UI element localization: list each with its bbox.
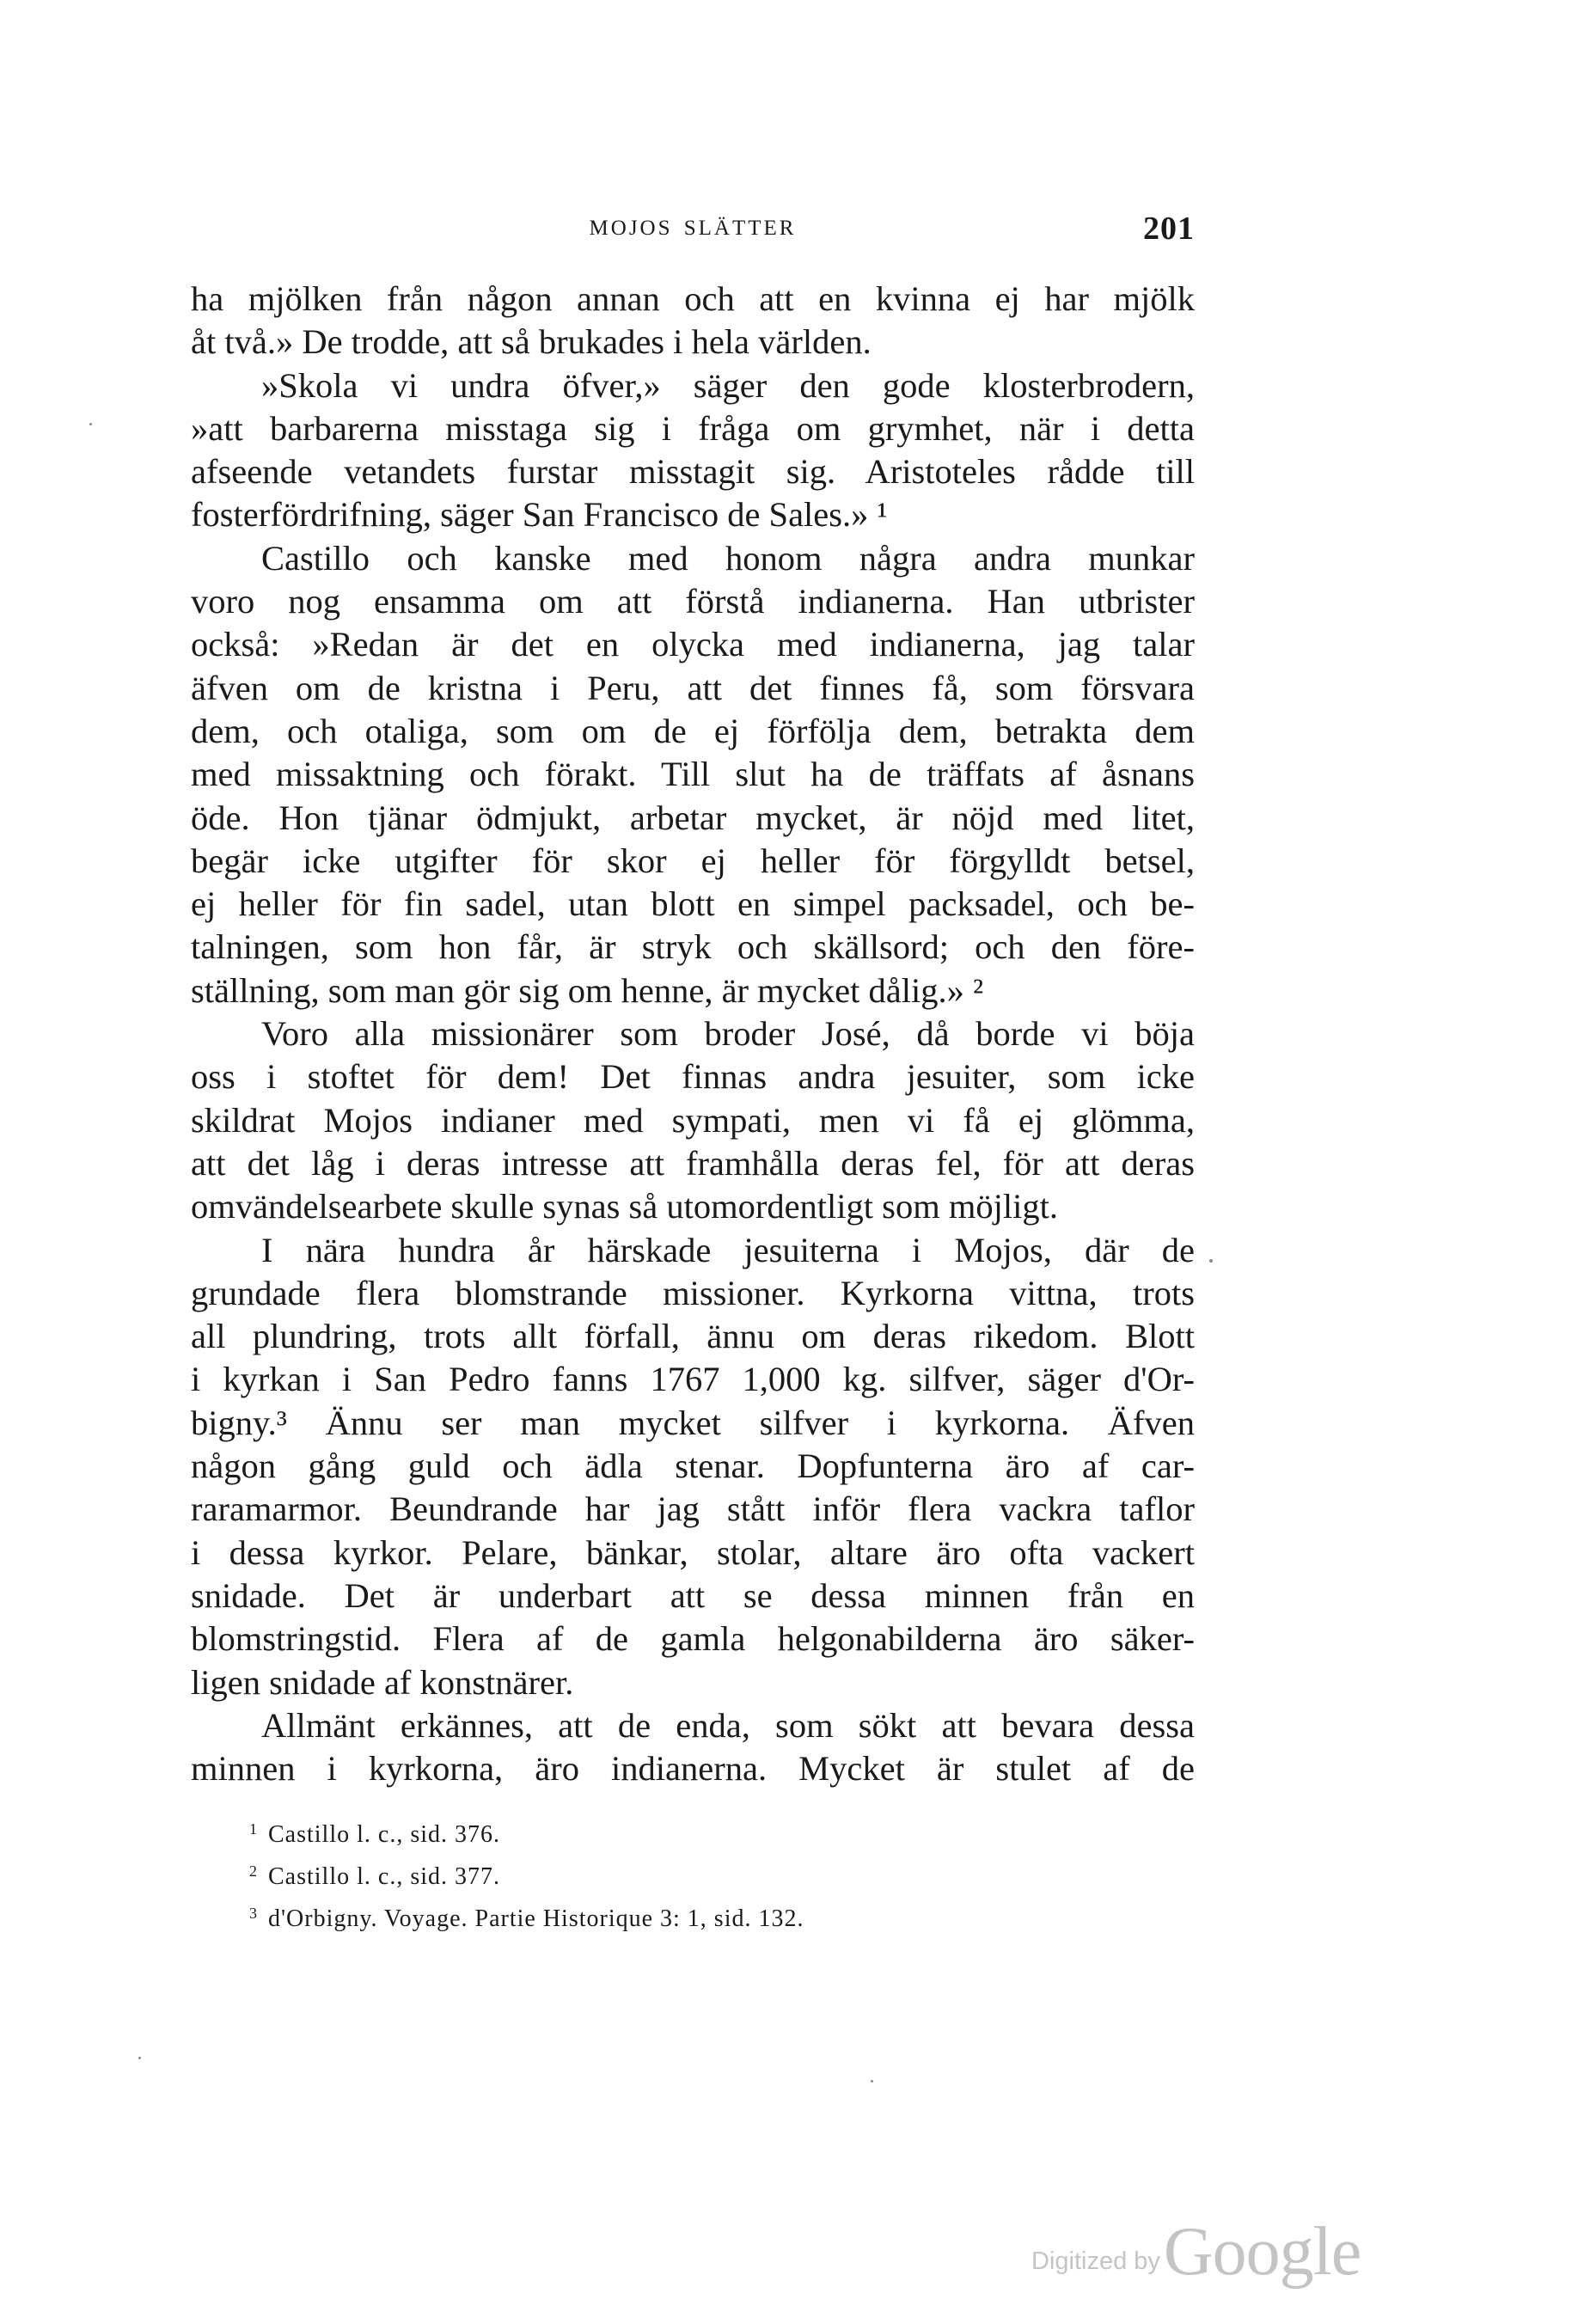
text-line: I nära hundra år härskade jesuiterna i Mojos, där de	[261, 1230, 1195, 1269]
text-line: fosterfördrifning, säger San Francisco de Sales.» ¹	[191, 495, 888, 535]
footnote-text: d'Orbigny. Voyage. Partie Historique 3: 1, sid. 132.	[268, 1905, 804, 1932]
footnote-text: Castillo l. c., sid. 376.	[268, 1821, 500, 1848]
text-line: snidade. Det är underbart att se dessa minnen från en	[191, 1575, 1195, 1615]
text-line: ligen snidade af konstnärer.	[191, 1662, 574, 1702]
text-line: oss i stoftet för dem! Det finnas andra jesuiter, som icke	[191, 1057, 1195, 1097]
text-line: omvändelsearbete skulle synas så utomordentligt som möjligt.	[191, 1187, 1058, 1226]
text-line: dem, och otaliga, som om de ej förfölja dem, betrakta dem	[191, 711, 1195, 750]
text-line: »att barbarerna misstaga sig i fråga om grymhet, när i detta	[191, 408, 1195, 448]
body-text	[191, 278, 1195, 1790]
text-line: ej heller för fin sadel, utan blott en simpel packsadel, och be-	[191, 884, 1195, 924]
scan-speck	[138, 2057, 141, 2059]
footnotes	[249, 1811, 804, 1937]
scan-speck	[89, 423, 92, 425]
footnote-text: Castillo l. c., sid. 377.	[268, 1863, 500, 1890]
text-line: i kyrkan i San Pedro fanns 1767 1,000 kg. silfver, säger d'Or-	[191, 1360, 1195, 1399]
text-line: voro nog ensamma om att förstå indianerna. Han utbrister	[191, 582, 1195, 621]
text-line: talningen, som hon får, är stryk och skällsord; och den före-	[191, 927, 1195, 967]
text-line: någon gång guld och ädla stenar. Dopfunterna äro af car-	[191, 1446, 1195, 1486]
text-line: skildrat Mojos indianer med sympati, men vi få ej glömma,	[191, 1100, 1195, 1140]
text-line: att det låg i deras intresse att framhålla deras fel, för att deras	[191, 1143, 1195, 1183]
scan-speck	[871, 2080, 873, 2082]
text-line: bigny.³ Ännu ser man mycket silfver i kyrkorna. Äfven	[191, 1403, 1195, 1442]
digitized-by-google-watermark	[1031, 2213, 1361, 2291]
page-number: 201	[1143, 211, 1195, 247]
text-line: ställning, som man gör sig om henne, är mycket dålig.» ²	[191, 970, 984, 1010]
text-line: åt två.» De trodde, att så brukades i hela världen.	[191, 322, 872, 362]
text-line: begär icke utgifter för skor ej heller för förgylldt betsel,	[191, 841, 1195, 880]
footnote	[249, 1895, 804, 1937]
text-line: Allmänt erkännes, att de enda, som sökt att bevara dessa	[261, 1705, 1195, 1745]
scan-speck	[1209, 1259, 1213, 1263]
text-line: öde. Hon tjänar ödmjukt, arbetar mycket, är nöjd med litet,	[191, 798, 1195, 837]
footnote	[249, 1853, 804, 1895]
text-line: också: »Redan är det en olycka med indianerna, jag talar	[191, 625, 1195, 664]
footnote	[249, 1811, 804, 1853]
text-line: raramarmor. Beundrande har jag stått inför flera vackra taflor	[191, 1489, 1195, 1529]
text-line: Voro alla missionärer som broder José, då borde vi böja	[261, 1014, 1195, 1054]
text-line: ha mjölken från någon annan och att en kvinna ej har mjölk	[191, 279, 1195, 318]
text-line: afseende vetandets furstar misstagit sig. Aristoteles rådde till	[191, 452, 1195, 492]
text-line: blomstringstid. Flera af de gamla helgonabilderna äro säker-	[191, 1619, 1195, 1659]
footnote-mark: 1	[249, 1820, 258, 1838]
text-line: äfven om de kristna i Peru, att det finnes få, som försvara	[191, 668, 1195, 707]
text-line: i dessa kyrkor. Pelare, bänkar, stolar, altare äro ofta vackert	[191, 1532, 1195, 1572]
footnote-mark: 3	[249, 1905, 258, 1922]
running-head	[191, 210, 1195, 253]
text-line: med missaktning och förakt. Till slut ha de träffats af åsnans	[191, 755, 1195, 794]
text-line: minnen i kyrkorna, äro indianerna. Mycket är stulet af de	[191, 1749, 1195, 1789]
watermark-prefix: Digitized by	[1031, 2248, 1160, 2275]
text-line: all plundring, trots allt förfall, ännu om deras rikedom. Blott	[191, 1317, 1195, 1356]
footnote-mark: 2	[249, 1862, 258, 1880]
running-title: MOJOS SLÄTTER	[589, 217, 797, 240]
text-line: grundade flera blomstrande missioner. Kyrkorna vittna, trots	[191, 1273, 1195, 1312]
google-logo: Google	[1163, 2214, 1361, 2290]
text-line: Castillo och kanske med honom några andra munkar	[261, 538, 1195, 578]
text-line: »Skola vi undra öfver,» säger den gode klosterbrodern,	[261, 365, 1195, 405]
